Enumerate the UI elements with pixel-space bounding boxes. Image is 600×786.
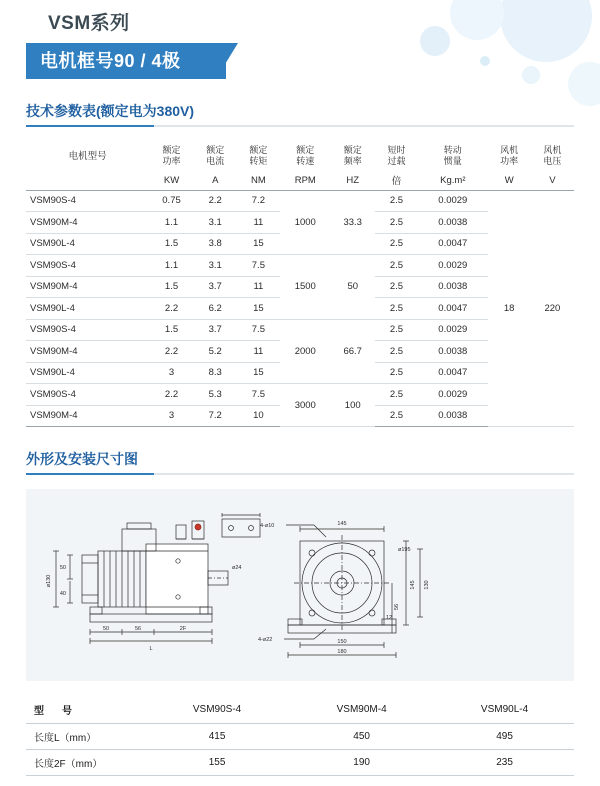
cell-speed: 1500	[280, 255, 331, 320]
cell-current: 5.3	[194, 384, 237, 406]
label-base-len: L	[149, 646, 153, 652]
cell-overload: 2.5	[375, 384, 418, 406]
spec-col-speed-l2: 转速	[296, 156, 315, 166]
spec-header-row-1	[26, 141, 574, 171]
dim-cell-2f-l: 235	[496, 756, 513, 768]
cell-overload: 2.5	[375, 341, 418, 363]
cell-model: VSM90M-4	[26, 405, 149, 427]
spec-table-wrapper	[26, 141, 574, 427]
cell-overload: 2.5	[375, 233, 418, 255]
label-base-2f: 2F	[179, 626, 187, 632]
label-right-height: 130	[424, 580, 430, 590]
cell-current: 3.7	[194, 319, 237, 341]
cell-inertia: 0.0038	[418, 405, 488, 427]
drawing-heading-label: 外形及安装尺寸图	[26, 451, 138, 467]
cell-model: VSM90L-4	[26, 233, 149, 255]
cell-power: 2.2	[149, 341, 193, 363]
spec-col-model-label: 电机型号	[68, 150, 107, 162]
spec-table	[26, 141, 574, 427]
cell-inertia: 0.0047	[418, 362, 488, 384]
spec-col-model	[26, 141, 149, 171]
outline-dimension-drawing	[26, 489, 574, 681]
label-base-left: 50	[102, 626, 110, 632]
cell-model: VSM90M-4	[26, 341, 149, 363]
cell-inertia: 0.0029	[418, 190, 488, 212]
cell-overload: 2.5	[375, 298, 418, 320]
spec-col-torque	[237, 141, 280, 171]
dim-col-model-l: VSM90L-4	[480, 704, 529, 716]
label-bolt-note-bottom: 4-ø22	[258, 637, 273, 643]
cell-torque: 15	[237, 233, 280, 255]
cell-torque: 15	[237, 298, 280, 320]
spec-col-overload-l1: 短时	[387, 145, 406, 155]
cell-power: 1.5	[149, 233, 193, 255]
cell-power: 1.5	[149, 276, 193, 298]
unit-torque: NM	[237, 171, 280, 190]
spec-col-fan-voltage-l2: 电压	[543, 156, 562, 166]
page-footer-spacer	[26, 776, 574, 786]
dimension-table-head	[26, 697, 574, 723]
dim-cell-l-l: 495	[496, 730, 513, 742]
unit-fan-power: W	[488, 171, 531, 190]
label-bolt-note-top: 4-ø10	[260, 523, 275, 529]
dim-col-model-m: VSM90M-4	[336, 704, 387, 716]
spec-col-fan-voltage-l1: 风机	[543, 145, 562, 155]
model-banner	[26, 43, 248, 79]
spec-col-fan-power-l1: 风机	[500, 145, 519, 155]
cell-current: 8.3	[194, 362, 237, 384]
cell-fan-voltage: 220	[531, 190, 574, 427]
spec-col-current-l2: 电流	[206, 156, 225, 166]
spec-col-power-l1: 额定	[162, 145, 181, 155]
cell-model: VSM90S-4	[26, 190, 149, 212]
spec-col-inertia-l1: 转动	[443, 145, 462, 155]
cell-overload: 2.5	[375, 212, 418, 234]
table-row	[26, 190, 574, 212]
dimension-table	[26, 697, 574, 776]
label-small-12: 12	[386, 615, 393, 621]
cell-torque: 11	[237, 212, 280, 234]
cell-speed: 1000	[280, 190, 331, 255]
connector-left	[176, 525, 186, 539]
spec-col-power	[149, 141, 193, 171]
cell-current: 6.2	[194, 298, 237, 320]
dimension-table-body	[26, 723, 574, 775]
cell-torque: 7.5	[237, 255, 280, 277]
mounting-base	[90, 614, 212, 622]
cell-current: 2.2	[194, 190, 237, 212]
label-base-180: 180	[337, 649, 347, 655]
cell-inertia: 0.0029	[418, 255, 488, 277]
motor-housing	[146, 544, 208, 614]
spec-units-row	[26, 171, 574, 190]
spec-heading-label: 技术参数表(额定电为380V)	[26, 103, 195, 119]
label-base-mid: 56	[134, 626, 142, 632]
cell-inertia: 0.0047	[418, 298, 488, 320]
cell-current: 5.2	[194, 341, 237, 363]
unit-frequency: HZ	[331, 171, 375, 190]
dim-cell-l-m: 450	[353, 730, 370, 742]
cell-inertia: 0.0029	[418, 319, 488, 341]
banner-label: 电机框号90 / 4极	[40, 51, 181, 71]
cell-overload: 2.5	[375, 190, 418, 212]
spec-col-power-l2: 功率	[162, 156, 181, 166]
spec-col-current	[194, 141, 237, 171]
spec-col-frequency-l1: 额定	[343, 145, 362, 155]
cell-model: VSM90M-4	[26, 276, 149, 298]
dimension-header-row	[26, 697, 574, 723]
unit-fan-voltage: V	[531, 171, 574, 190]
cell-current: 3.8	[194, 233, 237, 255]
cell-frequency: 100	[331, 384, 375, 427]
spec-col-inertia-l2: 惯量	[443, 156, 462, 166]
cell-overload: 2.5	[375, 405, 418, 427]
cell-inertia: 0.0047	[418, 233, 488, 255]
spec-col-fan-voltage	[531, 141, 574, 171]
cell-power: 3	[149, 405, 193, 427]
table-row	[26, 723, 574, 749]
cell-inertia: 0.0038	[418, 212, 488, 234]
cell-power: 0.75	[149, 190, 193, 212]
dim-col-model-s: VSM90S-4	[192, 704, 242, 716]
dim-col-type: 型 号	[34, 706, 76, 718]
spec-col-fan-power	[488, 141, 531, 171]
cell-current: 3.1	[194, 255, 237, 277]
cell-torque: 7.5	[237, 319, 280, 341]
dim-row-label-l: 长度L（mm）	[34, 732, 97, 744]
cell-inertia: 0.0029	[418, 384, 488, 406]
label-shaft-dia: ø24	[232, 565, 242, 571]
cell-power: 2.2	[149, 384, 193, 406]
fan-cover	[82, 555, 98, 603]
cell-fan-power: 18	[488, 190, 531, 427]
cell-current: 3.7	[194, 276, 237, 298]
spec-col-speed	[280, 141, 331, 171]
cell-power: 1.1	[149, 212, 193, 234]
cell-torque: 10	[237, 405, 280, 427]
cell-torque: 11	[237, 276, 280, 298]
cell-frequency: 33.3	[331, 190, 375, 255]
cell-frequency: 50	[331, 255, 375, 320]
cell-torque: 11	[237, 341, 280, 363]
heading-rule-accent	[26, 125, 154, 127]
spec-table-head	[26, 141, 574, 190]
cell-current: 3.1	[194, 212, 237, 234]
cell-overload: 2.5	[375, 276, 418, 298]
cell-power: 2.2	[149, 298, 193, 320]
cell-model: VSM90S-4	[26, 319, 149, 341]
label-top-width: 145	[337, 521, 347, 527]
cell-overload: 2.5	[375, 319, 418, 341]
spec-col-fan-power-l2: 功率	[500, 156, 519, 166]
cell-power: 3	[149, 362, 193, 384]
cell-overload: 2.5	[375, 255, 418, 277]
label-frame-left-a: 50	[59, 565, 66, 571]
cell-model: VSM90L-4	[26, 298, 149, 320]
cell-speed: 3000	[280, 384, 331, 427]
unit-speed: RPM	[280, 171, 331, 190]
cell-torque: 7.2	[237, 190, 280, 212]
dim-cell-l-s: 415	[208, 730, 226, 742]
cell-power: 1.5	[149, 319, 193, 341]
label-center-height: 145	[410, 580, 416, 590]
spec-col-current-l1: 额定	[206, 145, 225, 155]
cell-current: 7.2	[194, 405, 237, 427]
dim-cell-2f-m: 190	[353, 756, 370, 768]
spec-col-torque-l1: 额定	[249, 145, 268, 155]
cell-overload: 2.5	[375, 362, 418, 384]
cell-model: VSM90M-4	[26, 212, 149, 234]
cell-model: VSM90S-4	[26, 255, 149, 277]
banner-slant-shape	[216, 43, 238, 79]
spec-col-frequency-l2: 频率	[343, 156, 362, 166]
dim-row-label-2f: 长度2F（mm）	[34, 758, 103, 770]
cell-model: VSM90L-4	[26, 362, 149, 384]
label-base-150: 150	[337, 639, 347, 645]
spec-col-overload	[375, 141, 418, 171]
cell-torque: 7.5	[237, 384, 280, 406]
spec-col-overload-l2: 过载	[387, 156, 406, 166]
drawing-svg	[26, 489, 574, 681]
unit-inertia: Kg.m²	[418, 171, 488, 190]
spec-table-body	[26, 190, 574, 427]
cell-inertia: 0.0038	[418, 341, 488, 363]
unit-model	[26, 171, 149, 190]
cell-speed: 2000	[280, 319, 331, 384]
dim-cell-2f-s: 155	[208, 756, 226, 768]
unit-power: KW	[149, 171, 193, 190]
label-right-flange: ø195	[398, 547, 411, 553]
label-small-56: 56	[394, 603, 400, 611]
cell-frequency: 66.7	[331, 319, 375, 384]
heading-rule-accent	[26, 473, 154, 475]
top-detail-view	[222, 519, 260, 537]
unit-overload: 倍	[375, 171, 418, 190]
spec-col-frequency	[331, 141, 375, 171]
cell-inertia: 0.0038	[418, 276, 488, 298]
cell-model: VSM90S-4	[26, 384, 149, 406]
spec-col-speed-l1: 额定	[296, 145, 315, 155]
label-frame-left-c: ø130	[46, 574, 52, 588]
table-row	[26, 749, 574, 775]
spec-section-heading	[26, 101, 574, 127]
series-title: VSM系列	[48, 13, 130, 34]
spec-col-inertia	[418, 141, 488, 171]
cell-torque: 15	[237, 362, 280, 384]
drawing-section-heading	[26, 449, 574, 475]
unit-current: A	[194, 171, 237, 190]
spec-col-torque-l2: 转矩	[249, 156, 268, 166]
cell-power: 1.1	[149, 255, 193, 277]
label-frame-left-b: 40	[59, 591, 66, 597]
